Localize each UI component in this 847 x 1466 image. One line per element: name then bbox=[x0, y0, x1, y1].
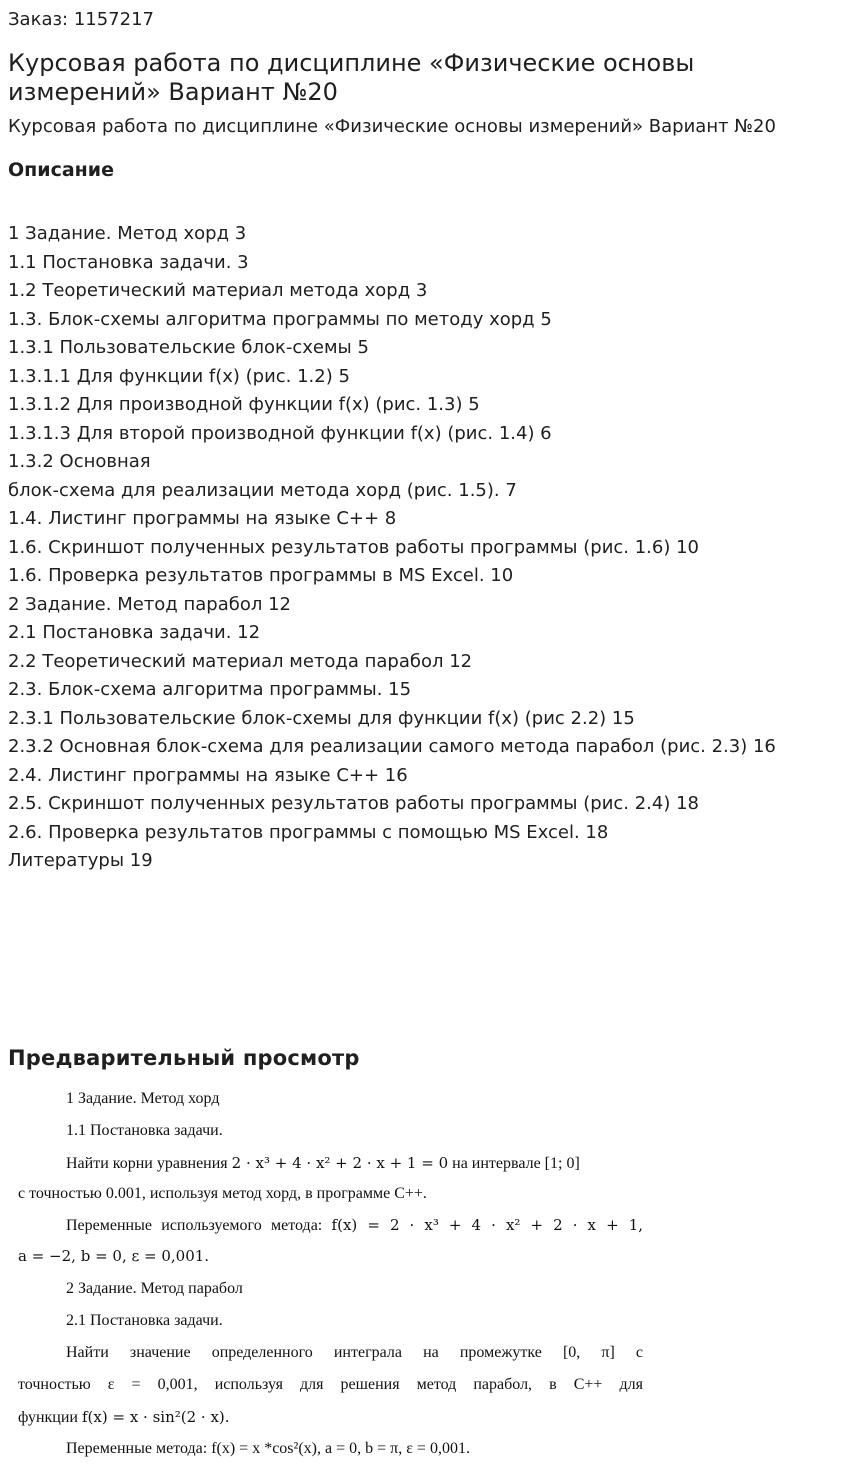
toc-item: 2.5. Скриншот полученных результатов работы программы (рис. 2.4) 18 bbox=[8, 793, 700, 814]
order-number: Заказ: 1157217 bbox=[8, 9, 154, 30]
toc-item: 2.1 Постановка задачи. 12 bbox=[8, 622, 261, 643]
toc-item: 1.3. Блок-схемы алгоритма программы по методу хорд 5 bbox=[8, 308, 552, 330]
toc-item: 1.6. Скриншот полученных результатов работы программы (рис. 1.6) 10 bbox=[8, 536, 700, 558]
preview-heading: Предварительный просмотр bbox=[8, 1046, 360, 1070]
toc-item: блок-схема для реализации метода хорд (рис. 1.5). 7 bbox=[8, 479, 517, 501]
description-heading: Описание bbox=[8, 159, 115, 181]
toc-item: 2.2 Теоретический материал метода парабол 12 bbox=[8, 650, 473, 672]
preview-text: функции bbox=[18, 1409, 78, 1426]
page-subtitle: Курсовая работа по дисциплине «Физические основы измерений» Вариант №20 bbox=[8, 116, 776, 137]
page-title: Курсовая работа по дисциплине «Физические основы измерений» Вариант №20 bbox=[8, 49, 695, 106]
equation: f(x) = x · sin²(2 · x). bbox=[82, 1408, 230, 1426]
toc-item: 1.3.1.1 Для функции f(x) (рис. 1.2) 5 bbox=[8, 365, 350, 387]
preview-line: 2.1 Постановка задачи. bbox=[66, 1312, 223, 1329]
toc-item: 1.2 Теоретический материал метода хорд 3 bbox=[8, 280, 428, 301]
preview-line: с точностью 0.001, используя метод хорд, в программе С++. bbox=[18, 1185, 427, 1202]
toc-item: 1.1 Постановка задачи. 3 bbox=[8, 251, 249, 273]
equation: a = −2, b = 0, ε = 0,001. bbox=[18, 1247, 210, 1265]
toc-item: Литературы 19 bbox=[8, 850, 153, 871]
preview-line bbox=[18, 1244, 643, 1268]
preview-line: 1 Задание. Метод хорд bbox=[66, 1090, 220, 1107]
preview-line bbox=[18, 1213, 643, 1237]
toc-item: 2.3.2 Основная блок-схема для реализации самого метода парабол (рис. 2.3) 16 bbox=[8, 736, 776, 757]
equation: 2 · x³ + 4 · x² + 2 · x + 1 = 0 bbox=[231, 1154, 449, 1172]
equation: f(x) = 2 · x³ + 4 · x² + 2 · x + 1, bbox=[331, 1216, 643, 1234]
preview-line: 1.1 Постановка задачи. bbox=[66, 1122, 223, 1139]
preview-text: Переменные используемого метода: bbox=[66, 1217, 323, 1234]
toc-item: 2.3. Блок-схема алгоритма программы. 15 bbox=[8, 679, 412, 700]
toc-item: 1.6. Проверка результатов программы в MS Excel. 10 bbox=[8, 565, 514, 586]
preview-text: на интервале [1; 0] bbox=[452, 1155, 580, 1172]
preview-line bbox=[18, 1405, 643, 1429]
toc-item: 2 Задание. Метод парабол 12 bbox=[8, 593, 291, 615]
toc-item: 2.6. Проверка результатов программы с помощью MS Excel. 18 bbox=[8, 821, 609, 843]
preview-line: Найти значение определенного интеграла на промежутке [0, π] с bbox=[66, 1344, 643, 1361]
toc-item: 1.3.2 Основная bbox=[8, 451, 151, 472]
preview-line bbox=[18, 1151, 643, 1175]
table-of-contents bbox=[8, 220, 843, 876]
toc-item: 1 Задание. Метод хорд 3 bbox=[8, 223, 247, 244]
toc-item: 2.4. Листинг программы на языке С++ 16 bbox=[8, 764, 408, 786]
preview-line: 2 Задание. Метод парабол bbox=[66, 1280, 243, 1297]
toc-item: 1.3.1 Пользовательские блок-схемы 5 bbox=[8, 337, 369, 358]
toc-item: 1.3.1.2 Для производной функции f(x) (рис. 1.3) 5 bbox=[8, 394, 480, 415]
toc-item: 1.4. Листинг программы на языке С++ 8 bbox=[8, 508, 397, 529]
preview-line: Переменные метода: f(x) = x *cos²(x), a = 0, b = π, ε = 0,001. bbox=[66, 1440, 470, 1457]
preview-text: Найти корни уравнения bbox=[66, 1155, 228, 1172]
toc-item: 1.3.1.3 Для второй производной функции f(x) (рис. 1.4) 6 bbox=[8, 422, 552, 444]
toc-item: 2.3.1 Пользовательские блок-схемы для функции f(x) (рис 2.2) 15 bbox=[8, 707, 635, 729]
preview-line: точностью ε = 0,001, используя для решения метод парабол, в С++ для bbox=[18, 1376, 643, 1393]
